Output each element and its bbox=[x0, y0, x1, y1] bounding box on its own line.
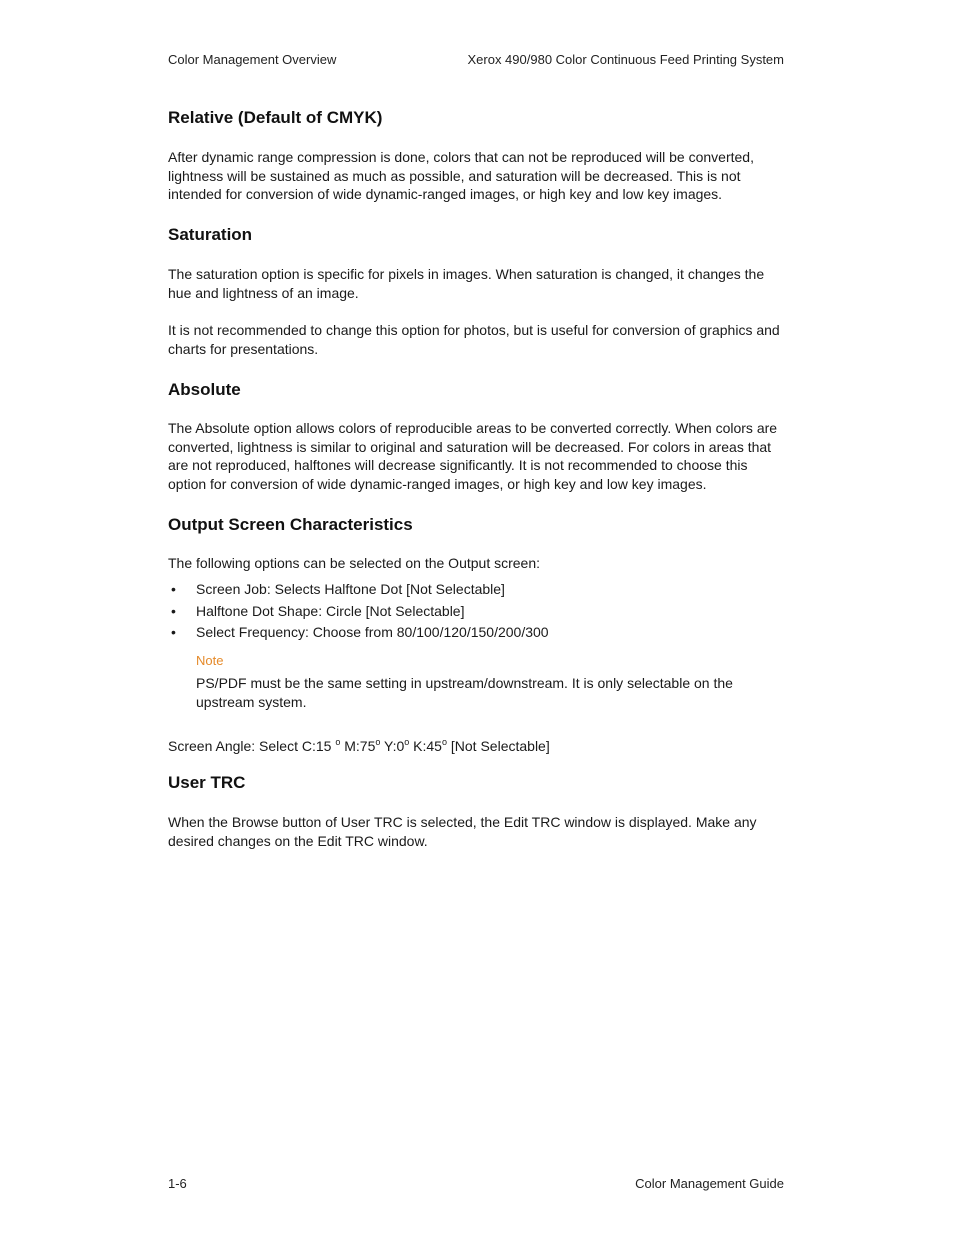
user-trc-body: When the Browse button of User TRC is selected, the Edit TRC window is displayed. Make any desired changes on the Edit TRC window. bbox=[168, 814, 757, 849]
heading-output-screen: Output Screen Characteristics bbox=[168, 515, 413, 534]
absolute-body: The Absolute option allows colors of reproducible areas to be converted correctly. When colors are converted, lightness is similar to original and saturation will be decreased. For colors in areas that are not reproduced, halftones will decrease significantly. It is not recommended to choose this option for conversion of wide dynamic-ranged images, or high key and low key images. bbox=[168, 420, 778, 492]
footer-title: Color Management Guide bbox=[635, 1176, 784, 1191]
bullet-text: Select Frequency: Choose from 80/100/120/150/200/300 bbox=[196, 624, 549, 640]
page-number: 1-6 bbox=[168, 1176, 187, 1191]
page-footer bbox=[168, 1176, 784, 1191]
saturation-body-2: It is not recommended to change this option for photos, but is useful for conversion of graphics and charts for presentations. bbox=[168, 322, 780, 357]
saturation-body-1: The saturation option is specific for pixels in images. When saturation is changed, it changes the hue and lightness of an image. bbox=[168, 266, 765, 301]
angle-prefix: Screen Angle: Select C:15 bbox=[168, 738, 332, 754]
note-label: Note bbox=[196, 653, 224, 668]
relative-body: After dynamic range compression is done, colors that can not be reproduced will be converted, lightness will be sustained as much as possible, and saturation will be decreased. This is not intended for conversion of wide dynamic-ranged images, or high key and low key images. bbox=[168, 149, 754, 203]
heading-saturation: Saturation bbox=[168, 225, 253, 244]
list-item: • Screen Job: Selects Halftone Dot [Not Selectable] bbox=[171, 581, 505, 597]
header-right: Xerox 490/980 Color Continuous Feed Printing System bbox=[467, 52, 784, 67]
output-bullet-list bbox=[168, 580, 784, 645]
note-body: PS/PDF must be the same setting in upstream/downstream. It is only selectable on the upstream system. bbox=[196, 675, 733, 710]
output-intro: The following options can be selected on the Output screen: bbox=[168, 555, 541, 571]
heading-user-trc: User TRC bbox=[168, 773, 246, 792]
list-item: • Select Frequency: Choose from 80/100/120/150/200/300 bbox=[171, 624, 549, 640]
heading-absolute: Absolute bbox=[168, 380, 241, 399]
screen-angle-line: Screen Angle: Select C:15 $^o$ M:75$^o$ Y:0$^o$ K:45$^o$ [Not Selectable] bbox=[168, 737, 550, 754]
bullet-text: Halftone Dot Shape: Circle [Not Selectable] bbox=[196, 602, 465, 619]
list-item: • Halftone Dot Shape: Circle [Not Selectable] bbox=[171, 602, 465, 619]
bullet-text: Screen Job: Selects Halftone Dot [Not Selectable] bbox=[196, 581, 505, 597]
heading-relative: Relative (Default of CMYK) bbox=[168, 108, 383, 127]
page-header bbox=[168, 52, 784, 67]
header-left: Color Management Overview bbox=[168, 52, 337, 67]
